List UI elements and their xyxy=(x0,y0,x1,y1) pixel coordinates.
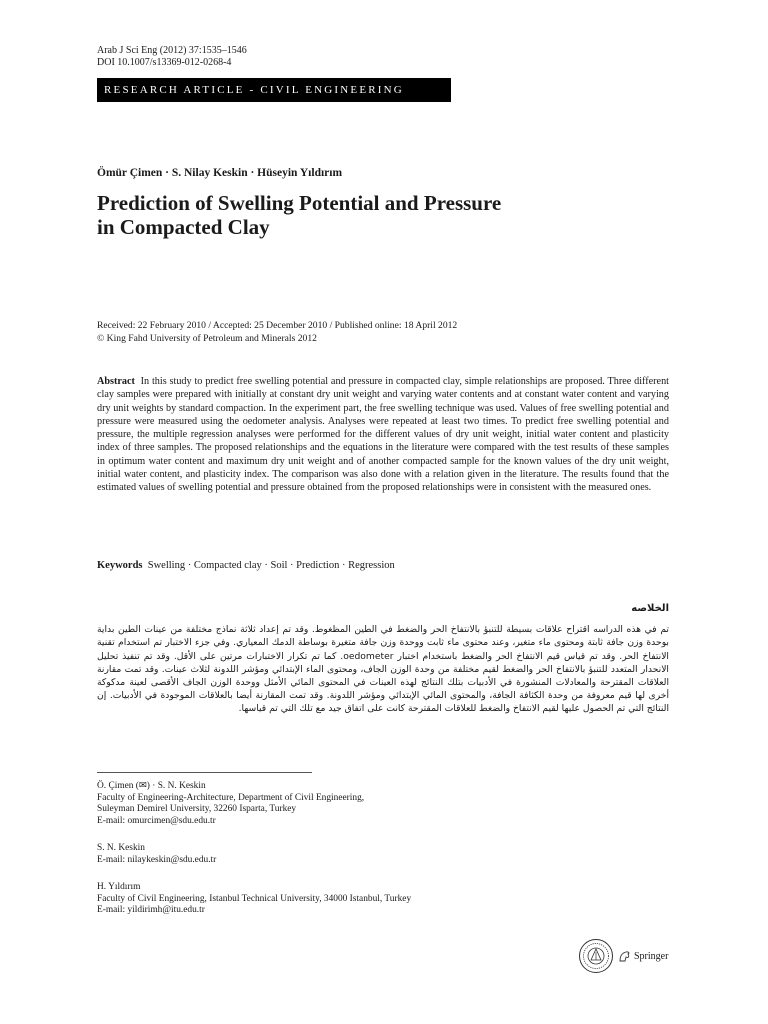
arabic-abstract-heading: الخلاصه xyxy=(631,603,669,614)
affiliation-1-line-2: Suleyman Demirel University, 32260 Isparta, Turkey xyxy=(97,804,297,815)
springer-horse-icon xyxy=(618,950,631,963)
arabic-abstract xyxy=(97,602,669,716)
publication-dates: Received: 22 February 2010 / Accepted: 25 December 2010 / Published online: 18 April 2012 xyxy=(97,320,458,331)
springer-wordmark: Springer xyxy=(634,951,669,962)
publication-dates-block xyxy=(97,319,457,345)
affiliation-3 xyxy=(97,882,411,917)
abstract-section xyxy=(97,375,669,495)
affiliation-1-names: Ö. Çimen (✉) · S. N. Keskin xyxy=(97,781,206,791)
keywords-heading: Keywords xyxy=(97,560,143,571)
author-list: Ömür Çimen · S. Nilay Keskin · Hüseyin Yıldırım xyxy=(97,167,343,179)
publisher-logos xyxy=(578,936,678,976)
kfupm-seal-icon xyxy=(578,938,614,974)
copyright-notice: © King Fahd University of Petroleum and Minerals 2012 xyxy=(97,333,317,344)
journal-citation: Arab J Sci Eng (2012) 37:1535–1546 xyxy=(97,45,247,56)
affiliation-3-email[interactable]: E-mail: yildirimh@itu.edu.tr xyxy=(97,905,205,916)
doi-link[interactable]: DOI 10.1007/s13369-012-0268-4 xyxy=(97,57,232,68)
affiliation-3-names: H. Yıldırım xyxy=(97,882,141,892)
springer-logo xyxy=(618,950,668,963)
journal-citation-block xyxy=(97,45,247,69)
title-line-2: in Compacted Clay xyxy=(97,215,270,239)
affiliation-2 xyxy=(97,843,216,866)
footnote-divider xyxy=(97,772,312,773)
title-line-1: Prediction of Swelling Potential and Pressure xyxy=(97,191,502,215)
affiliation-1-email[interactable]: E-mail: omurcimen@sdu.edu.tr xyxy=(97,815,216,826)
keywords-text: Swelling · Compacted clay · Soil · Prediction · Regression xyxy=(147,560,395,571)
affiliation-2-names: S. N. Keskin xyxy=(97,843,145,853)
affiliation-1 xyxy=(97,781,364,827)
affiliation-1-line-1: Faculty of Engineering-Architecture, Department of Civil Engineering, xyxy=(97,792,365,803)
affiliation-3-line-1: Faculty of Civil Engineering, Istanbul Technical University, 34000 Istanbul, Turkey xyxy=(97,893,412,904)
article-title xyxy=(97,191,657,239)
article-type-banner: RESEARCH ARTICLE - CIVIL ENGINEERING xyxy=(97,78,451,102)
abstract-heading: Abstract xyxy=(97,376,135,387)
abstract-text: In this study to predict free swelling potential and pressure in compacted clay, simple relationships are proposed. Three different clay samples were prepared with initially at constant dry unit weight and varying water contents and at constant water content and varying dry unit weights by standard compaction. In the experiment part, the free swelling technique was used. Values of free swelling potential and pressure were measured using the oedometer analysis. Analyses were repeated at least two times. To predict free swelling potential and pressure, the multiple regression analyses were performed for the different values of dry unit weight, initial water content and plasticity index of three samples. The proposed relationships and the equations in the literature were compared with the test results of these samples in optimum water content and maximum dry unit weight and of another compacted sample for the known values of the dry unit weight, initial water content, and plasticity index. The comparison was also done with a relation given in the literature. The results found that the estimated values of swelling potential and pressure obtained from the proposed relationships were in consistent with the measured ones. xyxy=(97,376,669,494)
arabic-abstract-text: تم في هذه الدراسه اقتراح علاقات بسيطة للتنبؤ بالانتفاخ الحر والضغط في الطين المظغوط. وقد تم إعداد ثلاثة نماذج مختلفة من عينات الطين بداية بوحدة وزن جافة ثابتة ومحتوى ماء متغير، وعند محتوى ماء ثابت ووحدة وزن جافة متغيرة بوساطة الدمك المعياري. وفي جزء الاختبار تم استخدام تقنية الانتفاخ الحر. وقد تم قياس قيم الانتفاخ الحر والضغط باستخدام اختبار oedometer. كما تم تكرار الاختبارات مرتين على الأقل. وقد تم تنفيذ تحليل الانحدار المتعدد للتنبؤ بالانتفاخ الحر والضغط لقيم مختلفة من وحدة الوزن الجاف، ومحتوى الماء الإبتدائي ومؤشر اللدونة لثلاث عينات. وقد تمت مقارنة العلاقات المقترحة والمعادلات المنشورة في الأدبيات بتلك النتائج لهذه العينات في المحتوى المائي الأمثل ووحدة الوزن الجاف الأقصى لعينة مدكوكة أخرى لها قيم معروفة من وحدة الكثافة الجافة، والمحتوى المائي الإبتدائي ومؤشر اللدونة. وقد تمت المقارنة أيضا بالعلاقات الموجودة في الأدبيات. إن النتائج التي تم الحصول عليها لقيم الانتفاخ والضغط للعلاقات المقترحة كانت على اتفاق جيد مع تلك التي تم قياسها. xyxy=(97,624,669,715)
keywords-section xyxy=(97,560,395,571)
affiliation-2-email[interactable]: E-mail: nilaykeskin@sdu.edu.tr xyxy=(97,854,217,865)
